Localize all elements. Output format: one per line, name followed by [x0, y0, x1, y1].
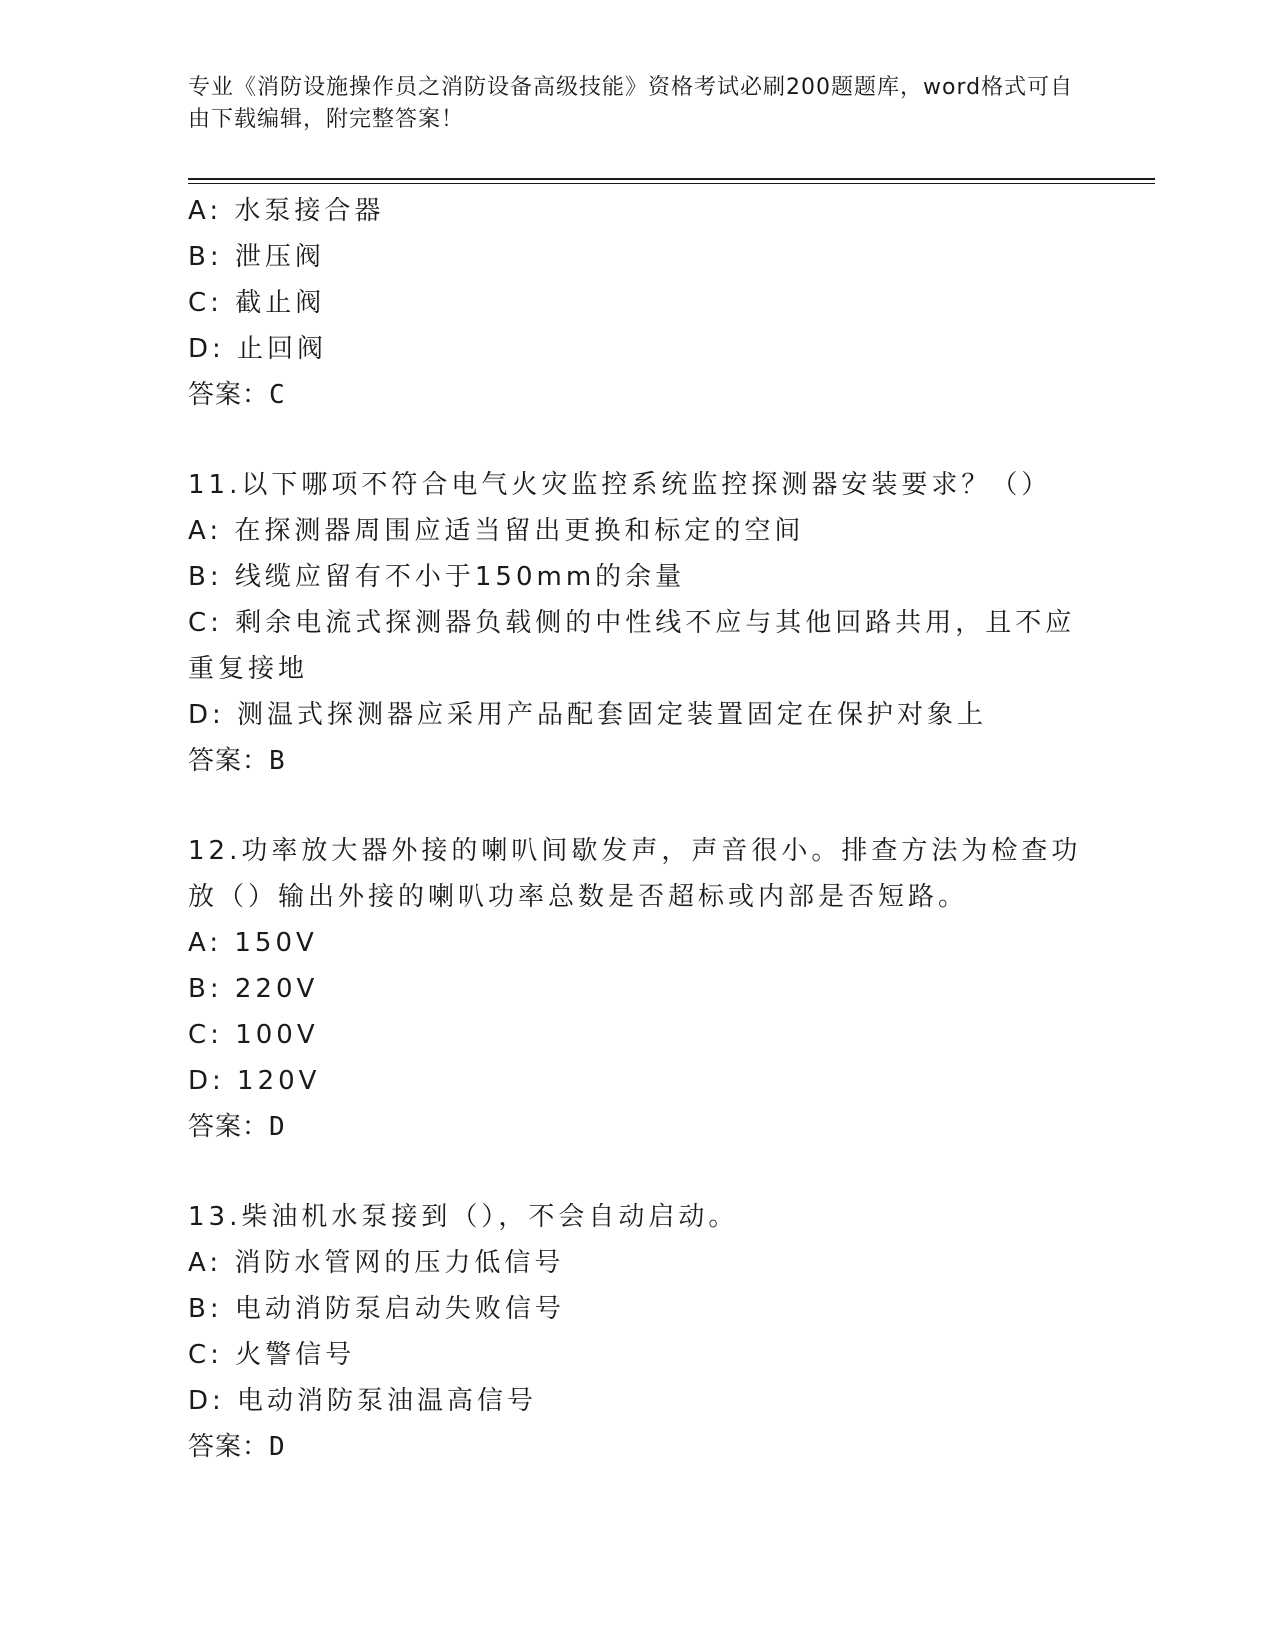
option-d [188, 326, 1088, 372]
answer-label: 答案： [188, 1112, 270, 1142]
option-label: A: [188, 928, 223, 958]
option-label: D: [188, 1386, 225, 1416]
answer-line [188, 1424, 1088, 1470]
option-text: 电动消防泵油温高信号 [237, 1386, 538, 1416]
option-text: 截止阀 [235, 288, 326, 318]
answer-label: 答案： [188, 1432, 270, 1462]
answer-line [188, 372, 1088, 418]
option-d [188, 692, 1088, 738]
answer-label: 答案： [188, 380, 270, 410]
option-b [188, 966, 1088, 1012]
option-a [188, 508, 1088, 554]
option-label: C: [188, 1020, 223, 1050]
answer-value: D [269, 1432, 286, 1462]
block-spacer [188, 418, 1088, 462]
option-text: 剩余电流式探测器负载侧的中性线不应与其他回路共用，且不应重复接地 [188, 608, 1076, 684]
block-spacer [188, 784, 1088, 828]
option-text: 水泵接合器 [234, 196, 385, 226]
option-label: B: [188, 562, 223, 592]
option-text: 在探测器周围应适当留出更换和标定的空间 [234, 516, 805, 546]
option-b [188, 234, 1088, 280]
option-c [188, 1332, 1088, 1378]
answer-value: B [269, 746, 286, 776]
option-label: C: [188, 608, 223, 638]
question-block [188, 188, 1088, 418]
option-text: 止回阀 [237, 334, 328, 364]
answer-value: D [269, 1112, 286, 1142]
block-spacer [188, 1150, 1088, 1194]
question-text: 12.功率放大器外接的喇叭间歇发声，声音很小。排查方法为检查功放（）输出外接的喇叭功率总数是否超标或内部是否短路。 [188, 836, 1082, 912]
answer-line [188, 1104, 1088, 1150]
option-text: 线缆应留有不小于150mm的余量 [234, 562, 686, 592]
option-text: 测温式探测器应采用产品配套固定装置固定在保护对象上 [237, 700, 988, 730]
header-divider-thin [188, 183, 1155, 184]
option-label: B: [188, 1294, 223, 1324]
answer-line [188, 738, 1088, 784]
option-label: A: [188, 196, 223, 226]
option-a [188, 920, 1088, 966]
option-label: B: [188, 974, 223, 1004]
option-label: D: [188, 334, 225, 364]
option-d [188, 1378, 1088, 1424]
question-text: 11.以下哪项不符合电气火灾监控系统监控探测器安装要求？（） [188, 470, 1052, 500]
option-text: 120V [237, 1066, 321, 1096]
option-text: 150V [234, 928, 318, 958]
question-list [188, 188, 1088, 1470]
option-label: A: [188, 516, 223, 546]
answer-value: C [269, 380, 286, 410]
header-divider-thick [188, 178, 1155, 180]
option-text: 100V [235, 1020, 319, 1050]
option-b [188, 1286, 1088, 1332]
question-text: 13.柴油机水泵接到（），不会自动启动。 [188, 1202, 739, 1232]
option-label: C: [188, 1340, 223, 1370]
option-text: 消防水管网的压力低信号 [234, 1248, 565, 1278]
option-label: A: [188, 1248, 223, 1278]
question-block [188, 1194, 1088, 1470]
question-block [188, 828, 1088, 1150]
answer-label: 答案： [188, 746, 270, 776]
option-b [188, 554, 1088, 600]
option-a [188, 188, 1088, 234]
option-d [188, 1058, 1088, 1104]
document-header: 专业《消防设施操作员之消防设备高级技能》资格考试必刷200题题库，word格式可自由下载编辑，附完整答案！ [188, 75, 1074, 132]
option-a [188, 1240, 1088, 1286]
option-text: 220V [234, 974, 319, 1004]
question-block [188, 462, 1088, 784]
option-c [188, 280, 1088, 326]
option-label: D: [188, 1066, 225, 1096]
option-c [188, 1012, 1088, 1058]
option-text: 火警信号 [235, 1340, 356, 1370]
option-label: D: [188, 700, 225, 730]
option-text: 电动消防泵启动失败信号 [234, 1294, 565, 1324]
option-label: B: [188, 242, 223, 272]
option-text: 泄压阀 [234, 242, 325, 272]
option-label: C: [188, 288, 223, 318]
option-c [188, 600, 1088, 692]
